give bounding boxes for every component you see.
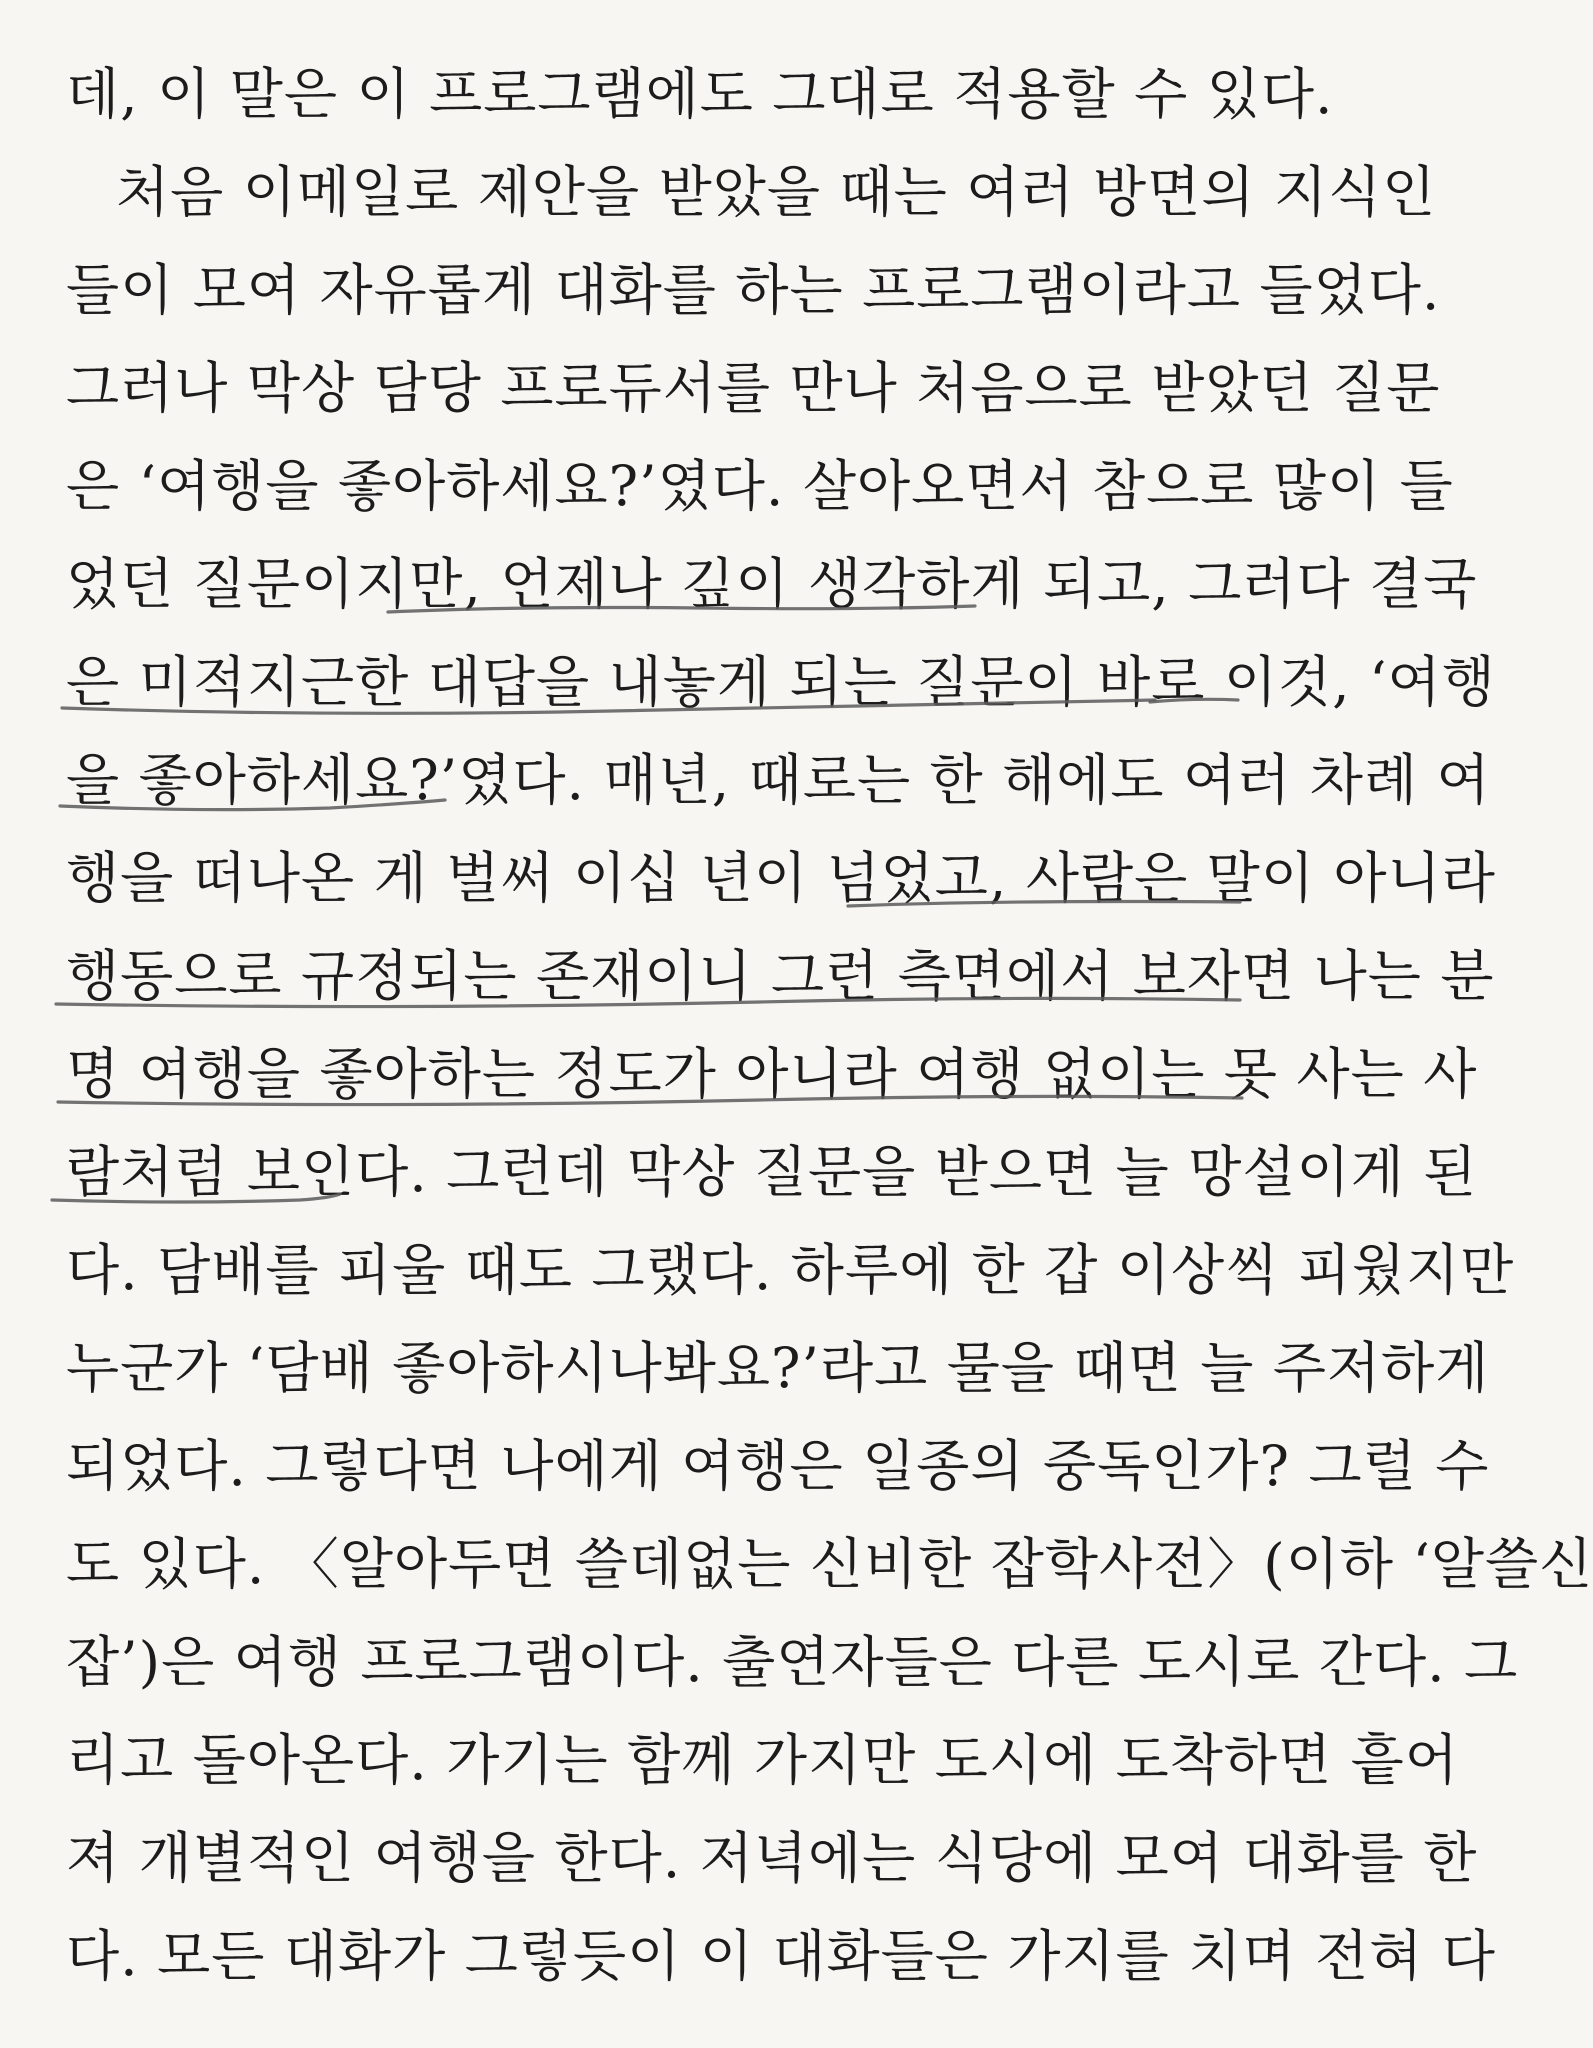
- text-line: 었던 질문이지만, 언제나 깊이 생각하게 되고, 그러다 결국: [66, 552, 1478, 616]
- text-line: 을 좋아하세요?’였다. 매년, 때로는 한 해에도 여러 차례 여: [66, 748, 1491, 812]
- text-line: 도 있다. 〈알아두면 쓸데없는 신비한 잡학사전〉(이하 ‘알쓸신: [66, 1532, 1593, 1596]
- text-line: 명 여행을 좋아하는 정도가 아니라 여행 없이는 못 사는 사: [66, 1042, 1478, 1106]
- text-line: 은 미적지근한 대답을 내놓게 되는 질문이 바로 이것, ‘여행: [66, 650, 1496, 714]
- text-line: 져 개별적인 여행을 한다. 저녁에는 식당에 모여 대화를 한: [66, 1826, 1478, 1890]
- text-line: 누군가 ‘담배 좋아하시나봐요?’라고 물을 때면 늘 주저하게: [66, 1336, 1490, 1400]
- text-line: 그러나 막상 담당 프로듀서를 만나 처음으로 받았던 질문: [66, 356, 1441, 420]
- text-line: 행을 떠나온 게 벌써 이십 년이 넘었고, 사람은 말이 아니라: [66, 846, 1496, 910]
- text-line: 잡’)은 여행 프로그램이다. 출연자들은 다른 도시로 간다. 그: [66, 1630, 1519, 1694]
- text-line: 데, 이 말은 이 프로그램에도 그대로 적용할 수 있다.: [66, 62, 1334, 126]
- text-line: 들이 모여 자유롭게 대화를 하는 프로그램이라고 들었다.: [66, 258, 1441, 322]
- text-line: 다. 모든 대화가 그렇듯이 이 대화들은 가지를 치며 전혀 다: [66, 1924, 1496, 1988]
- text-line: 은 ‘여행을 좋아하세요?’였다. 살아오면서 참으로 많이 들: [66, 454, 1454, 518]
- text-line: 리고 돌아온다. 가기는 함께 가지만 도시에 도착하면 흩어: [66, 1728, 1459, 1792]
- text-line: 람처럼 보인다. 그런데 막상 질문을 받으면 늘 망설이게 된: [66, 1140, 1478, 1204]
- text-line: 처음 이메일로 제안을 받았을 때는 여러 방면의 지식인: [116, 160, 1437, 224]
- text-line: 되었다. 그렇다면 나에게 여행은 일종의 중독인가? 그럴 수: [66, 1434, 1490, 1498]
- text-line: 행동으로 규정되는 존재이니 그런 측면에서 보자면 나는 분: [66, 944, 1495, 1008]
- text-line: 다. 담배를 피울 때도 그랬다. 하루에 한 갑 이상씩 피웠지만: [66, 1238, 1515, 1302]
